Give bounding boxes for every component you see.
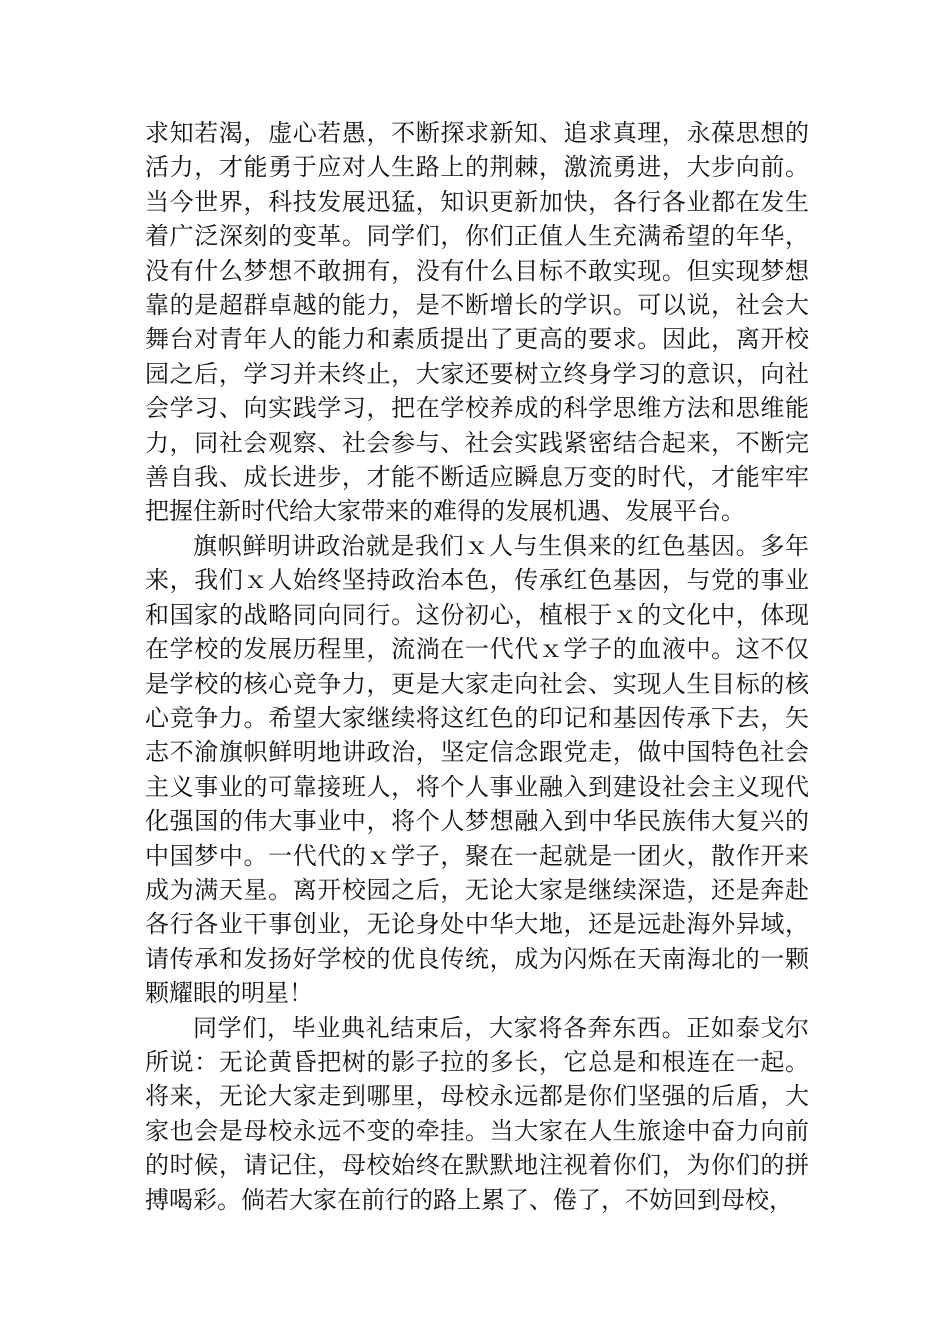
paragraph-3: 同学们，毕业典礼结束后，大家将各奔东西。正如泰戈尔所说：无论黄昏把树的影子拉的多长，它总是和根连在一起。将来，无论大家走到哪里，母校永远都是你们坚强的后盾，大家也会是母校永远不变的牵挂。当大家在人生旅途中奋力向前的时候，请记住，母校始终在默默地注视着你们，为你们的拼搏喝彩。倘若大家在前行的路上累了、倦了，不妨回到母校， xyxy=(145,1013,809,1214)
body-text xyxy=(145,116,809,1217)
paragraph-1: 求知若渴，虚心若愚，不断探求新知、追求真理，永葆思想的活力，才能勇于应对人生路上的荆棘，激流勇进，大步向前。当今世界，科技发展迅猛，知识更新加快，各行各业都在发生着广泛深刻的变革。同学们，你们正值人生充满希望的年华，没有什么梦想不敢拥有，没有什么目标不敢实现。但实现梦想靠的是超群卓越的能力，是不断增长的学识。可以说，社会大舞台对青年人的能力和素质提出了更高的要求。因此，离开校园之后，学习并未终止，大家还要树立终身学习的意识，向社会学习、向实践学习，把在学校养成的科学思维方法和思维能力，同社会观察、社会参与、社会实践紧密结合起来，不断完善自我、成长进步，才能不断适应瞬息万变的时代，才能牢牢把握住新时代给大家带来的难得的发展机遇、发展平台。 xyxy=(145,119,809,526)
paragraph-2: 旗帜鲜明讲政治就是我们ｘ人与生俱来的红色基因。多年来，我们ｘ人始终坚持政治本色，传承红色基因，与党的事业和国家的战略同向同行。这份初心，植根于ｘ的文化中，体现在学校的发展历程里，流淌在一代代ｘ学子的血液中。这不仅是学校的核心竞争力，更是大家走向社会、实现人生目标的核心竞争力。希望大家继续将这红色的印记和基因传承下去，矢志不渝旗帜鲜明地讲政治，坚定信念跟党走，做中国特色社会主义事业的可靠接班人，将个人事业融入到建设社会主义现代化强国的伟大事业中，将个人梦想融入到中华民族伟大复兴的中国梦中。一代代的ｘ学子，聚在一起就是一团火，散作开来成为满天星。离开校园之后，无论大家是继续深造，还是奔赴各行各业干事创业，无论身处中华大地，还是远赴海外异域，请传承和发扬好学校的优良传统，成为闪烁在天南海北的一颗颗耀眼的明星！ xyxy=(145,531,809,1008)
